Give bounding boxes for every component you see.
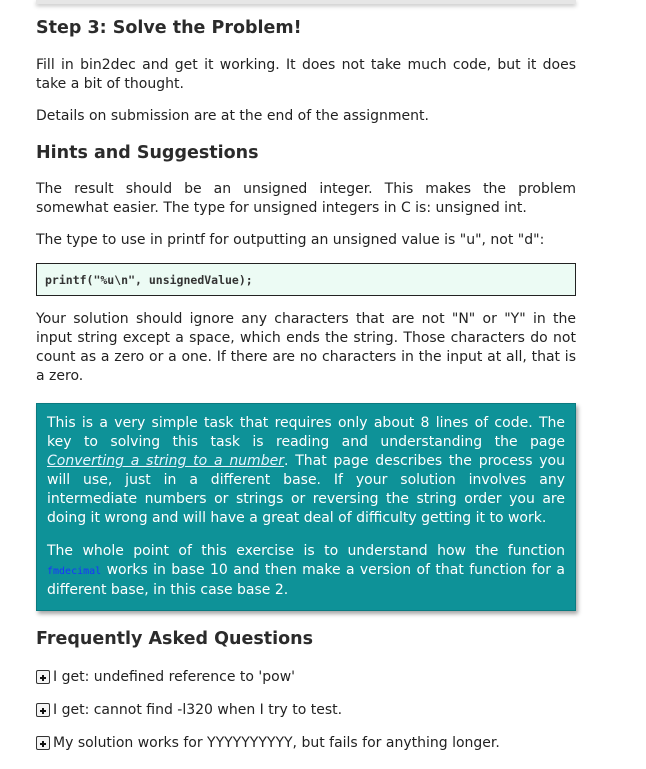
important-note-box [36, 403, 576, 611]
note-p2-text-start: The whole point of this exercise is to understand how the function [47, 543, 565, 559]
faq-item-pow[interactable] [36, 667, 576, 687]
note-paragraph-1 [47, 414, 565, 528]
faq-item-label: My solution works for YYYYYYYYYY, but fails for anything longer. [53, 735, 500, 751]
note-p1-text-end: . That page describes the process you will use, just in a different base. If your solution involves any intermediate numbers or strings or reversing the string order you are doing it wrong and will have a great deal of difficulty getting it to work. [47, 453, 565, 526]
faq-item-longer-input[interactable] [36, 733, 576, 753]
note-p2-text-end: works in base 10 and then make a version of that function for a different base, in this case base 2. [47, 562, 565, 598]
step3-paragraph-1: Fill in bin2dec and get it working. It does not take much code, but it does take a bit of thought. [36, 57, 576, 92]
hints-paragraph-2: The type to use in printf for outputting an unsigned value is "u", not "d": [36, 232, 545, 248]
note-paragraph-2 [47, 542, 565, 600]
note-p1-text-start: This is a very simple task that requires only about 8 lines of code. The key to solving this task is reading and understanding the page [47, 415, 565, 450]
expand-plus-icon[interactable] [36, 736, 50, 750]
faq-item-label: I get: undefined reference to 'pow' [53, 669, 296, 685]
assignment-content [36, 14, 576, 766]
printf-code-block [36, 263, 576, 296]
faq-item-l320[interactable] [36, 700, 576, 720]
expand-plus-icon[interactable] [36, 670, 50, 684]
hints-paragraph-1: The result should be an unsigned integer. This makes the problem somewhat easier. The type for unsigned integers in C is: unsigned int. [36, 181, 576, 216]
converting-string-link[interactable]: Converting a string to a number [47, 453, 284, 469]
printf-code: printf("%u\n", unsignedValue); [45, 272, 253, 287]
step3-heading: Step 3: Solve the Problem! [36, 18, 302, 38]
step3-paragraph-2: Details on submission are at the end of the assignment. [36, 108, 429, 124]
hints-heading: Hints and Suggestions [36, 143, 259, 163]
expand-plus-icon[interactable] [36, 703, 50, 717]
hints-paragraph-3: Your solution should ignore any characters that are not "N" or "Y" in the input string except a space, which ends the string. Those characters do not count as a zero or a one. If there are no characters in the input at all, that is a zero. [36, 311, 576, 384]
faq-item-label: I get: cannot find -l320 when I try to test. [53, 702, 343, 718]
top-panel-edge [36, 0, 576, 4]
fmdecimal-code: fmdecimal [47, 566, 102, 577]
faq-heading: Frequently Asked Questions [36, 629, 314, 649]
faq-list [36, 667, 576, 753]
